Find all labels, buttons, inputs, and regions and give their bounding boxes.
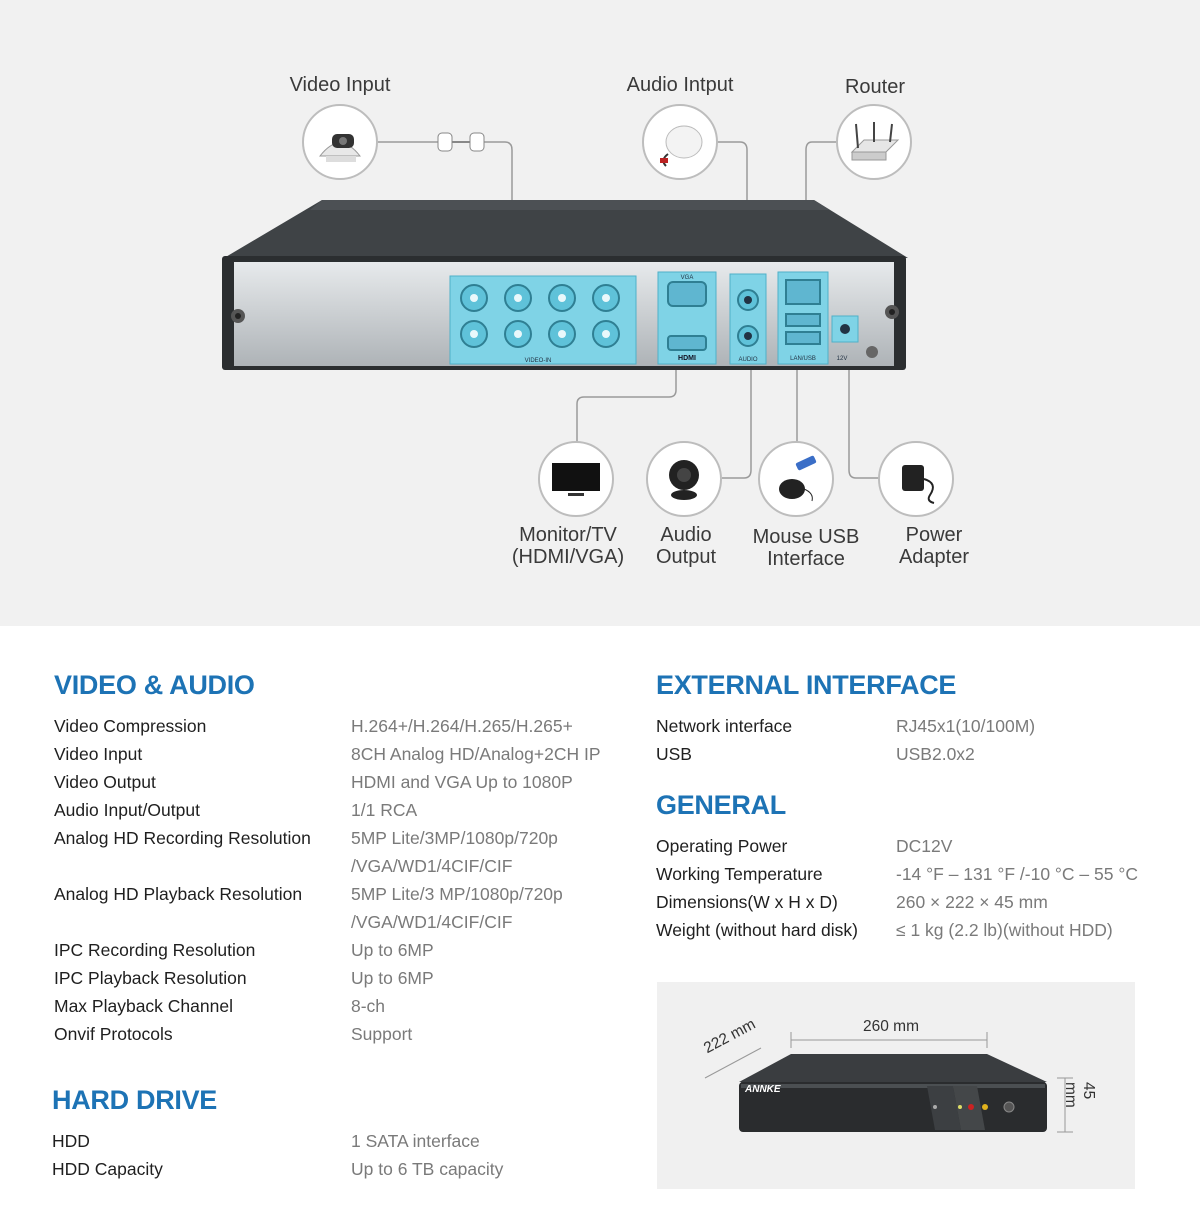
router-label: Router — [844, 76, 906, 98]
spec-key: IPC Playback Resolution — [54, 968, 247, 988]
spec-key: HDD Capacity — [52, 1159, 163, 1179]
spec-key: Network interface — [656, 716, 793, 736]
spec-key: Video Compression — [54, 716, 207, 736]
audio-output-label-line2: Output — [655, 546, 717, 568]
spec-value: 1 SATA interface — [351, 1131, 480, 1151]
external-interface-heading: EXTERNAL INTERFACE — [656, 670, 957, 700]
rca-connector-icon — [438, 133, 484, 151]
dimensions-illustration — [657, 982, 1135, 1189]
spec-value: HDMI and VGA Up to 1080P — [351, 772, 573, 792]
mouse-usb-icon — [758, 441, 834, 517]
spec-value: 1/1 RCA — [351, 800, 418, 820]
audio-output-label-line1: Audio — [660, 524, 712, 546]
spec-key: Video Input — [54, 744, 143, 764]
spec-value: 5MP Lite/3 MP/1080p/720p — [351, 884, 563, 904]
spec-key: Analog HD Playback Resolution — [54, 884, 303, 904]
monitor-icon — [538, 441, 614, 517]
power-panel-label: 12V — [836, 356, 848, 362]
lan-usb-panel-label: LAN/USB — [790, 356, 816, 362]
spec-value: Up to 6 TB capacity — [351, 1159, 504, 1179]
video-input-label: Video Input — [289, 74, 391, 96]
spec-key: HDD — [52, 1131, 90, 1151]
mouse-usb-label-line2: Interface — [767, 548, 845, 570]
speaker-icon — [646, 441, 722, 517]
spec-value: -14 °F – 131 °F /-10 °C – 55 °C — [896, 864, 1138, 884]
spec-value: Up to 6MP — [351, 940, 434, 960]
spec-value: 8-ch — [351, 996, 386, 1016]
dome-camera-icon — [302, 104, 378, 180]
spec-key: Max Playback Channel — [54, 996, 233, 1016]
depth-dimension-label: 222 mm — [701, 1015, 759, 1058]
spec-key: Weight (without hard disk) — [656, 920, 858, 940]
spec-key: Audio Input/Output — [54, 800, 200, 820]
hdmi-panel-label: HDMI — [678, 355, 696, 362]
hard-drive-heading: HARD DRIVE — [52, 1085, 218, 1115]
video-in-panel-label: VIDEO-IN — [524, 358, 552, 364]
power-adapter-label-line2: Adapter — [898, 546, 970, 568]
width-dimension-label: 260 mm — [863, 1018, 919, 1035]
monitor-label-line2: (HDMI/VGA) — [511, 546, 625, 568]
router-icon — [836, 104, 912, 180]
monitor-label-line1: Monitor/TV — [519, 524, 617, 546]
spec-value: 5MP Lite/3MP/1080p/720p — [351, 828, 558, 848]
spec-key: USB — [656, 744, 692, 764]
spec-value: Up to 6MP — [351, 968, 434, 988]
audio-input-label: Audio Intput — [626, 74, 734, 96]
spec-key: Working Temperature — [656, 864, 823, 884]
video-audio-heading: VIDEO & AUDIO — [54, 670, 255, 700]
spec-value: 8CH Analog HD/Analog+2CH IP — [351, 744, 601, 764]
spec-key: Analog HD Recording Resolution — [54, 828, 311, 848]
vga-panel-label: VGA — [680, 275, 694, 281]
brand-logo: ANNKE — [745, 1084, 781, 1095]
power-adapter-icon — [878, 441, 954, 517]
general-heading: GENERAL — [656, 790, 786, 820]
spec-key: Dimensions(W x H x D) — [656, 892, 838, 912]
spec-value: Support — [351, 1024, 413, 1044]
spec-value: /VGA/WD1/4CIF/CIF — [351, 856, 513, 876]
spec-value: 260 × 222 × 45 mm — [896, 892, 1048, 912]
spec-key: Operating Power — [656, 836, 788, 856]
spec-value: USB2.0x2 — [896, 744, 975, 764]
spec-key: IPC Recording Resolution — [54, 940, 256, 960]
spec-value: RJ45x1(10/100M) — [896, 716, 1036, 736]
microphone-icon — [642, 104, 718, 180]
spec-value: H.264+/H.264/H.265/H.265+ — [351, 716, 573, 736]
spec-key: Video Output — [54, 772, 156, 792]
power-adapter-label-line1: Power — [905, 524, 963, 546]
mouse-usb-label-line1: Mouse USB — [752, 526, 860, 548]
audio-panel-label: AUDIO — [738, 357, 758, 363]
spec-value: DC12V — [896, 836, 953, 856]
dvr-back-panel — [218, 196, 912, 372]
spec-key: Onvif Protocols — [54, 1024, 173, 1044]
spec-value: /VGA/WD1/4CIF/CIF — [351, 912, 513, 932]
height-dimension-label: 45 mm — [1062, 1082, 1097, 1108]
spec-value: ≤ 1 kg (2.2 lb)(without HDD) — [896, 920, 1113, 940]
